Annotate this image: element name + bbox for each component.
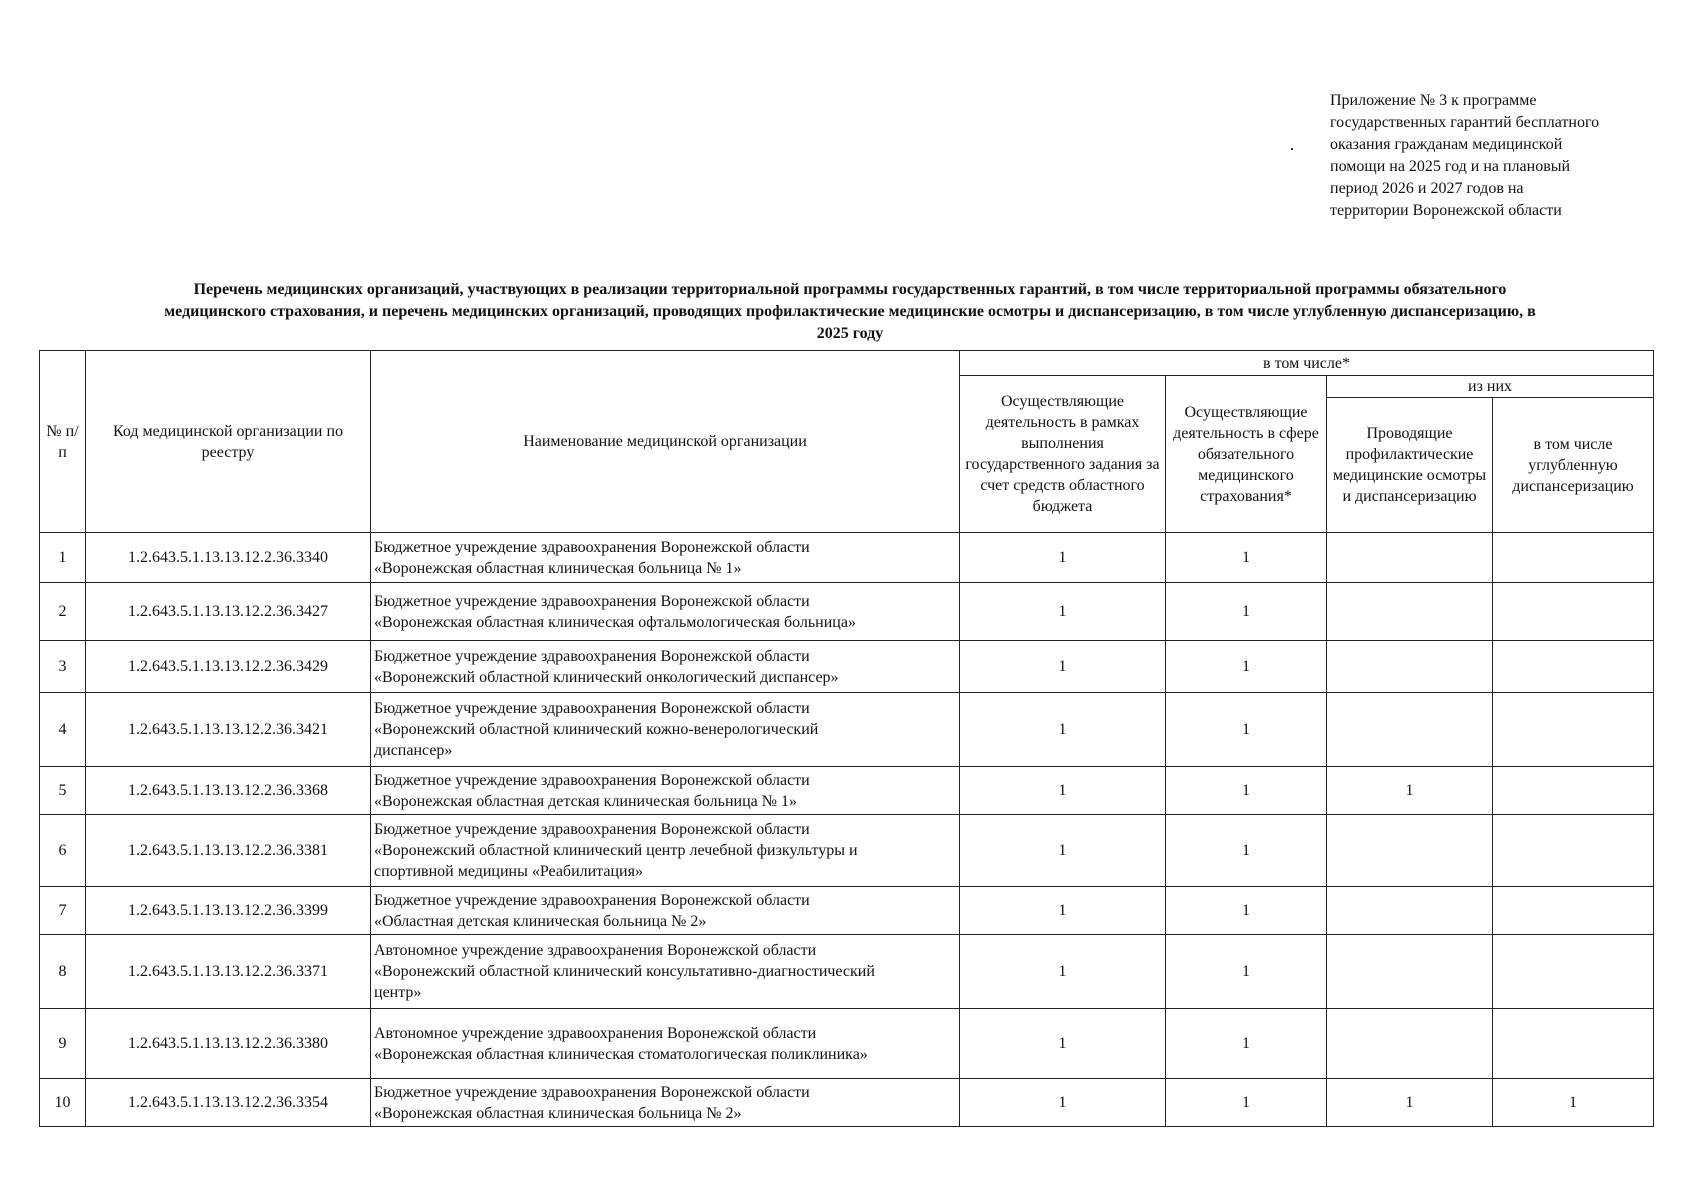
org-name (371, 693, 960, 767)
org-code: 1.2.643.5.1.13.13.12.2.36.3340 (86, 533, 371, 583)
org-code: 1.2.643.5.1.13.13.12.2.36.3429 (86, 641, 371, 693)
appendix-line: период 2026 и 2027 годов на (1330, 180, 1524, 197)
state-task-flag: 1 (960, 641, 1166, 693)
org-name (371, 767, 960, 815)
oms-flag: 1 (1166, 1079, 1327, 1127)
row-number: 8 (40, 935, 86, 1009)
header-state-task: Осуществляющие деятельность в рамках выполнения государственного задания за счет средств областного бюджета (960, 376, 1166, 533)
org-name-line: Бюджетное учреждение здравоохранения Воронежской области (374, 592, 810, 610)
row-number: 7 (40, 887, 86, 935)
org-name-line: «Воронежский областной клинический центр лечебной физкультуры и (374, 842, 858, 859)
oms-flag: 1 (1166, 767, 1327, 815)
in-depth-flag (1493, 935, 1654, 1009)
org-code: 1.2.643.5.1.13.13.12.2.36.3421 (86, 693, 371, 767)
table-body (40, 533, 1654, 1127)
org-name-line: Бюджетное учреждение здравоохранения Воронежской области (374, 647, 810, 665)
appendix-line: оказания гражданам медицинской (1330, 136, 1563, 153)
row-number: 9 (40, 1009, 86, 1079)
table-row (40, 1079, 1654, 1127)
org-name-line: диспансер» (374, 742, 453, 759)
preventive-flag (1327, 583, 1493, 641)
org-name-line: «Воронежская областная клиническая стоматологическая поликлиника» (374, 1045, 868, 1063)
org-code: 1.2.643.5.1.13.13.12.2.36.3380 (86, 1009, 371, 1079)
state-task-flag: 1 (960, 583, 1166, 641)
table-row (40, 641, 1654, 693)
state-task-flag: 1 (960, 533, 1166, 583)
org-code: 1.2.643.5.1.13.13.12.2.36.3371 (86, 935, 371, 1009)
row-number: 4 (40, 693, 86, 767)
table-row (40, 693, 1654, 767)
table-row (40, 887, 1654, 935)
in-depth-flag (1493, 887, 1654, 935)
org-name-line: «Воронежская областная детская клиническая больница № 1» (374, 792, 798, 810)
preventive-flag (1327, 533, 1493, 583)
row-number: 5 (40, 767, 86, 815)
org-name (371, 583, 960, 641)
header-code: Код медицинской организации по реестру (86, 351, 371, 533)
in-depth-flag (1493, 815, 1654, 887)
state-task-flag: 1 (960, 1079, 1166, 1127)
document-title (40, 279, 1660, 345)
org-name-line: Автономное учреждение здравоохранения Воронежской области (374, 942, 817, 959)
org-name-line: «Воронежская областная клиническая офтальмологическая больница» (374, 613, 856, 631)
org-code: 1.2.643.5.1.13.13.12.2.36.3399 (86, 887, 371, 935)
oms-flag: 1 (1166, 1009, 1327, 1079)
header-including: в том числе* (960, 351, 1654, 376)
org-name-line: Бюджетное учреждение здравоохранения Воронежской области (374, 538, 810, 556)
oms-flag: 1 (1166, 533, 1327, 583)
org-name-line: «Воронежский областной клинический консультативно-диагностический (374, 963, 875, 980)
org-name-line: Бюджетное учреждение здравоохранения Воронежской области (374, 771, 810, 789)
header-num: № п/п (40, 351, 86, 533)
org-name (371, 1079, 960, 1127)
preventive-flag (1327, 815, 1493, 887)
org-name-line: «Воронежская областная клиническая больница № 2» (374, 1104, 742, 1122)
org-name (371, 935, 960, 1009)
preventive-flag: 1 (1327, 1079, 1493, 1127)
org-code: 1.2.643.5.1.13.13.12.2.36.3427 (86, 583, 371, 641)
preventive-flag (1327, 693, 1493, 767)
table-row (40, 583, 1654, 641)
table-row (40, 533, 1654, 583)
org-name (371, 533, 960, 583)
org-name-line: «Областная детская клиническая больница № 2» (374, 912, 707, 930)
org-name-line: Бюджетное учреждение здравоохранения Воронежской области (374, 1083, 810, 1101)
org-name (371, 815, 960, 887)
row-number: 10 (40, 1079, 86, 1127)
table-row (40, 815, 1654, 887)
header-in-depth: в том числе углубленную диспансеризацию (1493, 398, 1654, 533)
oms-flag: 1 (1166, 935, 1327, 1009)
in-depth-flag (1493, 583, 1654, 641)
state-task-flag: 1 (960, 815, 1166, 887)
in-depth-flag: 1 (1493, 1079, 1654, 1127)
table-row (40, 1009, 1654, 1079)
header-of-them: из них (1327, 376, 1654, 398)
organizations-table (39, 350, 1654, 1127)
oms-flag: 1 (1166, 641, 1327, 693)
preventive-flag: 1 (1327, 767, 1493, 815)
org-name (371, 641, 960, 693)
scan-speck (1291, 148, 1293, 150)
oms-flag: 1 (1166, 887, 1327, 935)
table-header (40, 351, 1654, 533)
preventive-flag (1327, 935, 1493, 1009)
org-name-line: «Воронежская областная клиническая больница № 1» (374, 559, 742, 577)
appendix-line: территории Воронежской области (1330, 202, 1562, 219)
org-name-line: Автономное учреждение здравоохранения Воронежской области (374, 1024, 817, 1042)
title-line: Перечень медицинских организаций, участвующих в реализации территориальной программы государственных гарантий, в том числе территориальной программы обязательного (193, 281, 1507, 298)
title-line: медицинского страхования, и перечень медицинских организаций, проводящих профилактические медицинские осмотры и диспансеризацию, в том числе углубленную диспансеризацию, в (164, 303, 1536, 320)
row-number: 2 (40, 583, 86, 641)
org-name-line: Бюджетное учреждение здравоохранения Воронежской области (374, 700, 810, 717)
header-oms: Осуществляющие деятельность в сфере обязательного медицинского страхования* (1166, 376, 1327, 533)
org-name (371, 1009, 960, 1079)
row-number: 3 (40, 641, 86, 693)
row-number: 1 (40, 533, 86, 583)
org-name-line: «Воронежский областной клинический кожно-венерологический (374, 721, 819, 738)
appendix-note (1330, 90, 1660, 222)
org-code: 1.2.643.5.1.13.13.12.2.36.3368 (86, 767, 371, 815)
org-name-line: спортивной медицины «Реабилитация» (374, 863, 643, 880)
state-task-flag: 1 (960, 887, 1166, 935)
state-task-flag: 1 (960, 1009, 1166, 1079)
in-depth-flag (1493, 641, 1654, 693)
org-name-line: Бюджетное учреждение здравоохранения Воронежской области (374, 821, 810, 838)
table-row (40, 767, 1654, 815)
in-depth-flag (1493, 693, 1654, 767)
preventive-flag (1327, 641, 1493, 693)
preventive-flag (1327, 1009, 1493, 1079)
state-task-flag: 1 (960, 693, 1166, 767)
header-preventive: Проводящие профилактические медицинские осмотры и диспансеризацию (1327, 398, 1493, 533)
row-number: 6 (40, 815, 86, 887)
oms-flag: 1 (1166, 583, 1327, 641)
state-task-flag: 1 (960, 935, 1166, 1009)
title-line: 2025 году (816, 325, 884, 342)
appendix-line: помощи на 2025 год и на плановый (1330, 158, 1571, 175)
preventive-flag (1327, 887, 1493, 935)
org-name-line: центр» (374, 984, 422, 1001)
in-depth-flag (1493, 767, 1654, 815)
appendix-line: государственных гарантий бесплатного (1330, 114, 1600, 131)
table-row (40, 935, 1654, 1009)
org-name-line: «Воронежский областной клинический онкологический диспансер» (374, 668, 839, 686)
org-name-line: Бюджетное учреждение здравоохранения Воронежской области (374, 891, 810, 909)
oms-flag: 1 (1166, 815, 1327, 887)
in-depth-flag (1493, 533, 1654, 583)
org-code: 1.2.643.5.1.13.13.12.2.36.3381 (86, 815, 371, 887)
oms-flag: 1 (1166, 693, 1327, 767)
state-task-flag: 1 (960, 767, 1166, 815)
header-name: Наименование медицинской организации (371, 351, 960, 533)
org-code: 1.2.643.5.1.13.13.12.2.36.3354 (86, 1079, 371, 1127)
appendix-line: Приложение № 3 к программе (1330, 92, 1537, 109)
org-name (371, 887, 960, 935)
in-depth-flag (1493, 1009, 1654, 1079)
